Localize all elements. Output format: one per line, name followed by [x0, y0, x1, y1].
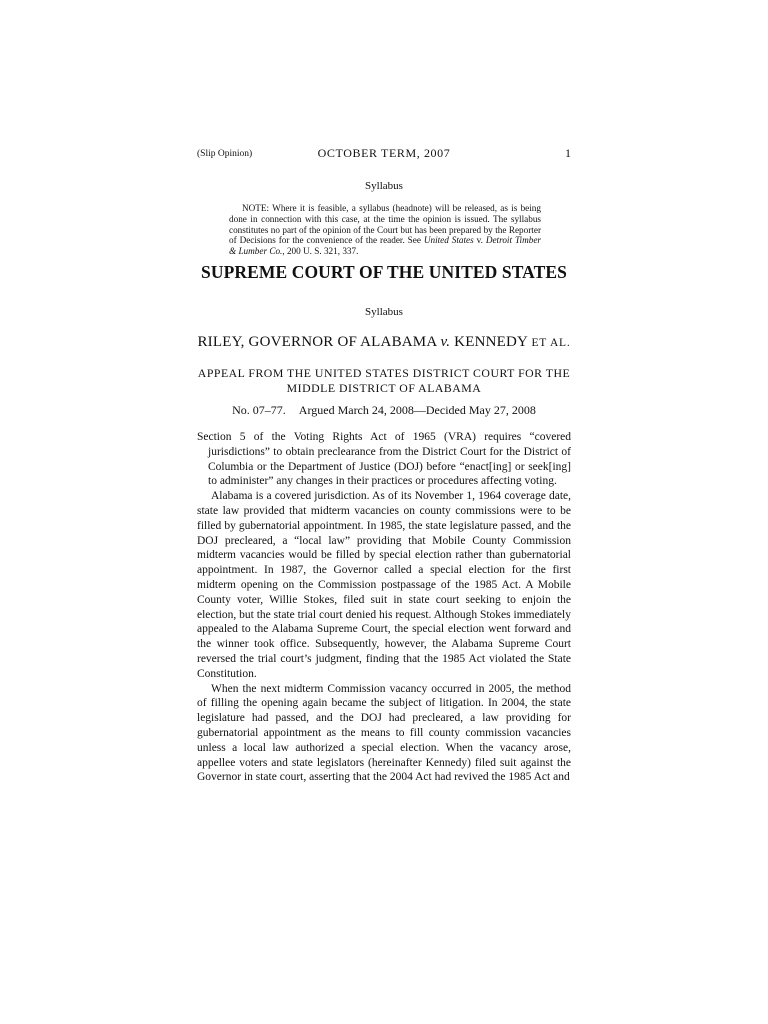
case-caption — [197, 334, 571, 351]
body-paragraph: When the next midterm Commission vacancy occurred in 2005, the method of filling the opening again became the subject of litigation. In 2004, the state legislature had passed, and the DOJ had precleared, a law providing for gubernatorial appointment as the means to fill county commission vacancies unless a local law authorized a special election. When the vacancy arose, appellee voters and state legislators (hereinafter Kennedy) filed suit against the Governor in state court, asserting that the 2004 Act had revived the 1985 Act and — [197, 682, 571, 784]
term-label: OCTOBER TERM, 2007 — [317, 146, 451, 160]
docket-line — [197, 403, 571, 418]
versus: v. — [440, 334, 451, 350]
petitioner: RILEY, GOVERNOR OF ALABAMA — [197, 334, 437, 350]
syllabus-heading: Syllabus — [365, 306, 403, 318]
argued-decided-dates: Argued March 24, 2008—Decided May 27, 2008 — [298, 403, 536, 417]
running-head — [197, 146, 571, 164]
slip-opinion-label: (Slip Opinion) — [197, 149, 253, 159]
et-al: ET AL. — [531, 337, 571, 349]
note-citation-tail: , 200 U. S. 321, 337. — [282, 246, 359, 257]
docket-number: No. 07–77. — [232, 403, 286, 417]
note-citation-v: v. — [473, 235, 486, 246]
note-citation-case: United States — [423, 235, 474, 246]
body-paragraph: Alabama is a covered jurisdiction. As of its November 1, 1964 coverage date, state law provided that midterm vacancies on county commissions were to be filled by gubernatorial appointment. In 1985, the state legislature passed, and the DOJ precleared, a “local law” providing that Mobile County Commission midterm vacancies would be filled by special election rather than gubernatorial appointment. In 1987, the Governor called a special election for the first midterm opening on the Commission postpassage of the 1985 Act. A Mobile County voter, Willie Stokes, filed suit in state court seeking to enjoin the election, but the state trial court denied his request. Although Stokes immediately appealed to the Alabama Supreme Court, the special election went forward and the winner took office. Subsequently, however, the Alabama Supreme Court reversed the trial court’s judgment, finding that the 1985 Act violated the State Constitution. — [197, 490, 571, 680]
note-citation-party: Detroit Timber & Lumber Co. — [229, 235, 541, 257]
syllabus-body — [197, 430, 571, 785]
note-text: NOTE: Where it is feasible, a syllabus (headnote) will be released, as is being done in connection with this case, at the time the opinion is issued. The syllabus constitutes no part of the opinion of the Court but has been prepared by the Reporter of Decisions for the convenience of the reader. See — [229, 203, 541, 246]
court-name: SUPREME COURT OF THE UNITED STATES — [201, 262, 567, 282]
respondent: KENNEDY — [454, 334, 528, 350]
page-number: 1 — [565, 146, 571, 160]
syllabus-heading-top: Syllabus — [365, 180, 403, 192]
syllabus-note — [229, 203, 541, 257]
body-paragraph: Section 5 of the Voting Rights Act of 1965 (VRA) requires “covered jurisdictions” to obtain preclearance from the District Court for the District of Columbia or the Department of Justice (DOJ) before “enact[ing] or seek[ing] to administer” any changes in their practices or procedures affecting voting. — [197, 431, 571, 488]
appeal-line: APPEAL FROM THE UNITED STATES DISTRICT COURT FOR THE MIDDLE DISTRICT OF ALABAMA — [197, 366, 571, 395]
